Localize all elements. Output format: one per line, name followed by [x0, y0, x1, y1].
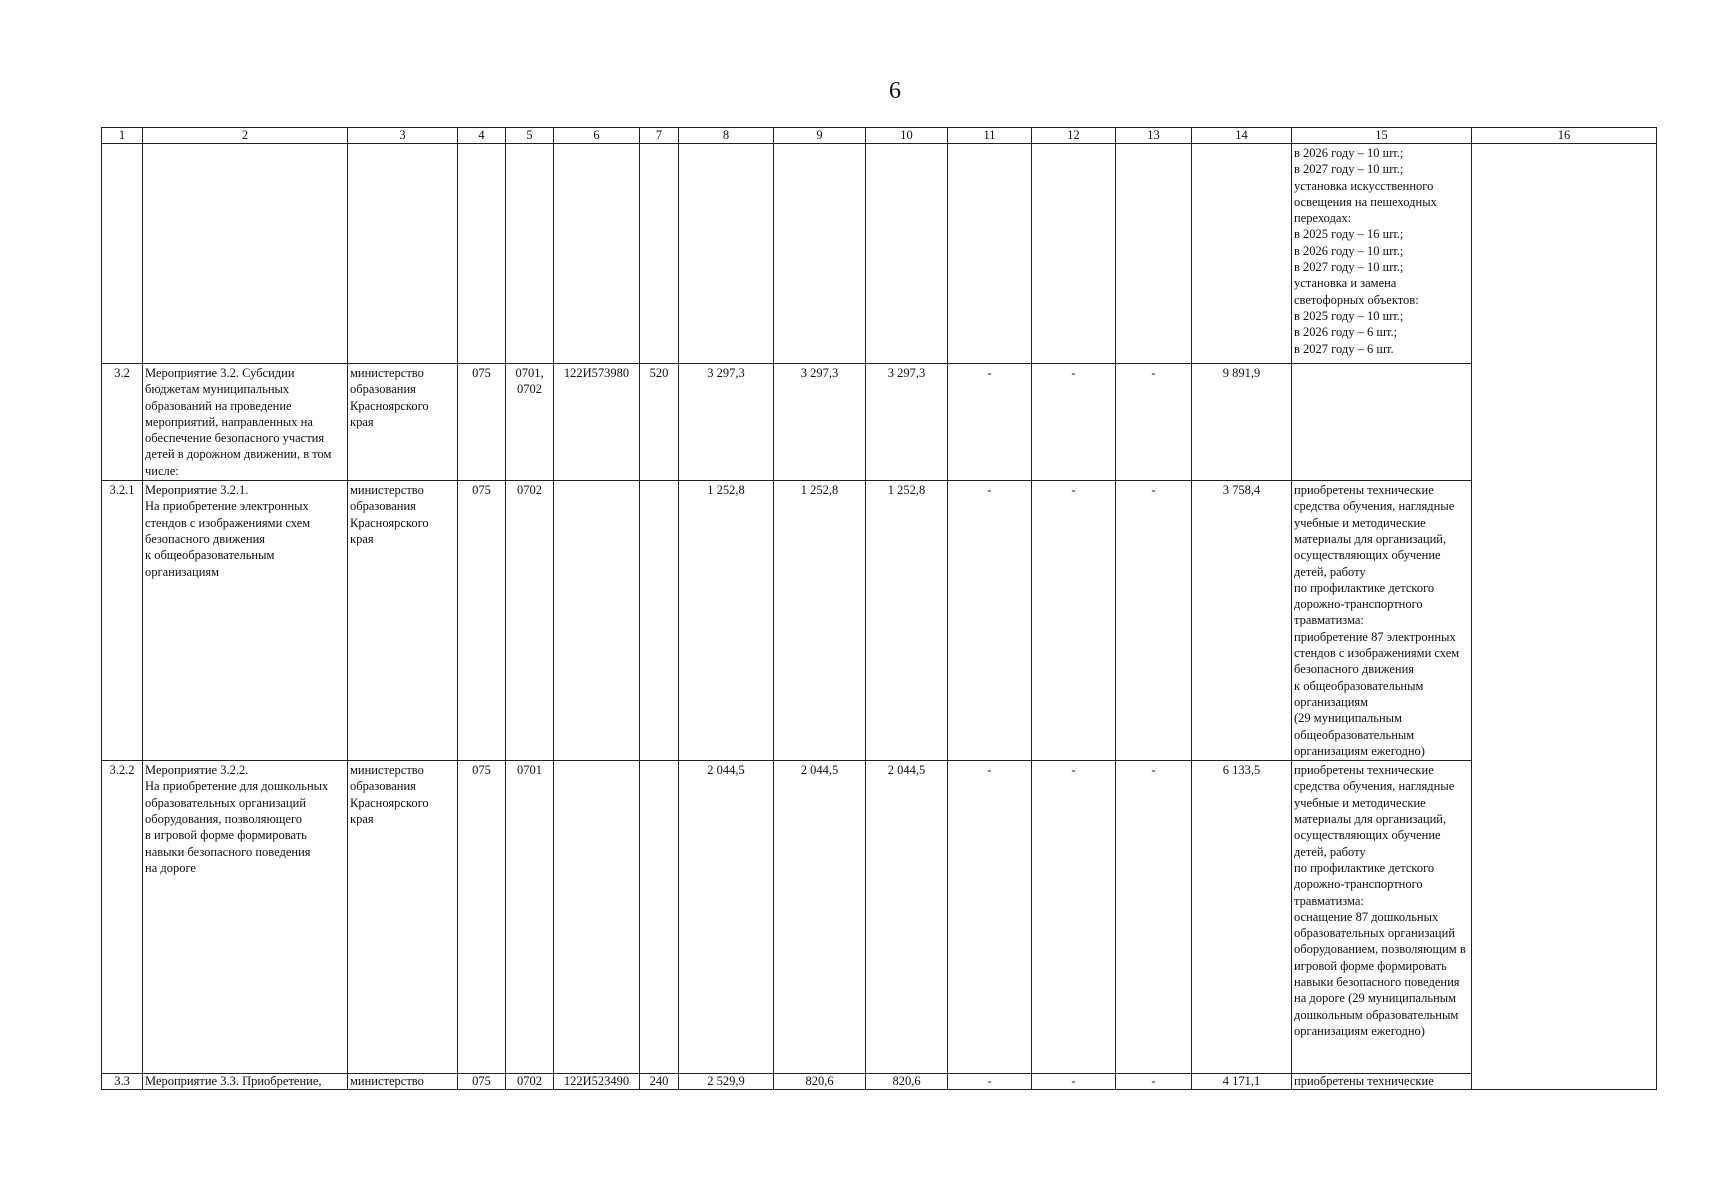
- cell-value: -: [948, 481, 1032, 761]
- cell-value: -: [1116, 364, 1192, 481]
- column-header: 3: [348, 128, 458, 144]
- cell-responsible: [348, 144, 458, 364]
- column-header: 9: [774, 128, 866, 144]
- cell-value: -: [1032, 364, 1116, 481]
- cell-grbs: 075: [458, 761, 506, 1074]
- column-header: 11: [948, 128, 1032, 144]
- column-header: 16: [1472, 128, 1657, 144]
- cell-section: 0702: [506, 481, 554, 761]
- cell-value: -: [948, 761, 1032, 1074]
- cell-value: [774, 144, 866, 364]
- cell-section: 0701, 0702: [506, 364, 554, 481]
- cell-value: 3 297,3: [866, 364, 948, 481]
- cell-value: [1032, 144, 1116, 364]
- cell-target-article: 122И523490: [554, 1074, 640, 1090]
- cell-value: -: [948, 1074, 1032, 1090]
- cell-number: 3.2.1: [102, 481, 143, 761]
- cell-value: -: [1032, 761, 1116, 1074]
- column-header: 4: [458, 128, 506, 144]
- cell-value: -: [1116, 481, 1192, 761]
- cell-value: 2 044,5: [774, 761, 866, 1074]
- cell-value: 1 252,8: [866, 481, 948, 761]
- cell-target-article: 122И573980: [554, 364, 640, 481]
- column-header: 2: [143, 128, 348, 144]
- column-header: 5: [506, 128, 554, 144]
- cell-total: 3 758,4: [1192, 481, 1292, 761]
- cell-target-article: [554, 481, 640, 761]
- cell-value: 2 044,5: [679, 761, 774, 1074]
- cell-grbs: 075: [458, 1074, 506, 1090]
- cell-value: 1 252,8: [679, 481, 774, 761]
- cell-value: [679, 144, 774, 364]
- cell-value: [948, 144, 1032, 364]
- table-row-continuation: [102, 144, 1657, 364]
- program-table: [101, 127, 1657, 1090]
- column-header: 10: [866, 128, 948, 144]
- cell-value: -: [948, 364, 1032, 481]
- cell-name: Мероприятие 3.2.1. На приобретение электронных стендов с изображениями схем безопасного движения к общеобразовательным организациям: [143, 481, 348, 761]
- cell-value: [866, 144, 948, 364]
- column-header: 14: [1192, 128, 1292, 144]
- cell-value: 3 297,3: [679, 364, 774, 481]
- cell-value: [1116, 144, 1192, 364]
- cell-name: [143, 144, 348, 364]
- cell-name: Мероприятие 3.2.2. На приобретение для дошкольных образовательных организаций оборудования, позволяющего в игровой форме формировать навыки безопасного поведения на дороге: [143, 761, 348, 1074]
- cell-value: 820,6: [866, 1074, 948, 1090]
- table-row: [102, 761, 1657, 1074]
- cell-total: 6 133,5: [1192, 761, 1292, 1074]
- cell-target-article: [554, 144, 640, 364]
- cell-section: 0702: [506, 1074, 554, 1090]
- table-row: [102, 364, 1657, 481]
- cell-total: 9 891,9: [1192, 364, 1292, 481]
- cell-total: 4 171,1: [1192, 1074, 1292, 1090]
- cell-result: приобретены технические средства обучения, наглядные учебные и методические материалы для организаций, осуществляющих обучение детей, работу по профилактике детского дорожно-транспортного травматизма: оснащение 87 дошкольных образовательных организаций оборудованием, позволяющим в игровой форме формировать навыки безопасного поведения на дороге (29 муниципальным дошкольным образовательным организациям ежегодно): [1292, 761, 1472, 1074]
- column-header: 7: [640, 128, 679, 144]
- page-number: 6: [889, 78, 901, 104]
- cell-result: [1292, 364, 1472, 481]
- cell-result: приобретены технические: [1292, 1074, 1472, 1090]
- cell-number: 3.3: [102, 1074, 143, 1090]
- cell-section: [506, 144, 554, 364]
- cell-value: -: [1116, 761, 1192, 1074]
- column-header: 8: [679, 128, 774, 144]
- cell-expense-type: [640, 761, 679, 1074]
- cell-grbs: [458, 144, 506, 364]
- cell-value: 2 529,9: [679, 1074, 774, 1090]
- cell-value: 2 044,5: [866, 761, 948, 1074]
- cell-responsible: министерство образования Красноярского края: [348, 761, 458, 1074]
- cell-number: [102, 144, 143, 364]
- cell-responsible: министерство образования Красноярского края: [348, 481, 458, 761]
- cell-value: -: [1032, 1074, 1116, 1090]
- cell-name: Мероприятие 3.2. Субсидии бюджетам муниципальных образований на проведение мероприятий, направленных на обеспечение безопасного участия детей в дорожном движении, в том числе:: [143, 364, 348, 481]
- column-header: 13: [1116, 128, 1192, 144]
- cell-value: 1 252,8: [774, 481, 866, 761]
- column-header: 12: [1032, 128, 1116, 144]
- column-number-row: [102, 128, 1657, 144]
- cell-grbs: 075: [458, 481, 506, 761]
- column-header: 6: [554, 128, 640, 144]
- table-row: [102, 1074, 1657, 1090]
- cell-responsible: министерство: [348, 1074, 458, 1090]
- cell-total: [1192, 144, 1292, 364]
- table-row: [102, 481, 1657, 761]
- cell-expense-type: 240: [640, 1074, 679, 1090]
- cell-expense-type: 520: [640, 364, 679, 481]
- cell-name: Мероприятие 3.3. Приобретение,: [143, 1074, 348, 1090]
- cell-result: приобретены технические средства обучения, наглядные учебные и методические материалы для организаций, осуществляющих обучение детей, работу по профилактике детского дорожно-транспортного травматизма: приобретение 87 электронных стендов с изображениями схем безопасного движения к общеобразовательным организациям (29 муниципальным общеобразовательным организациям ежегодно): [1292, 481, 1472, 761]
- cell-number: 3.2.2: [102, 761, 143, 1074]
- cell-number: 3.2: [102, 364, 143, 481]
- cell-value: 820,6: [774, 1074, 866, 1090]
- cell-value: -: [1116, 1074, 1192, 1090]
- cell-target-article: [554, 761, 640, 1074]
- cell-value: 3 297,3: [774, 364, 866, 481]
- cell-result: в 2026 году – 10 шт.; в 2027 году – 10 шт.; установка искусственного освещения на пешеходных переходах: в 2025 году – 16 шт.; в 2026 году – 10 шт.; в 2027 году – 10 шт.; установка и замена светофорных объектов: в 2025 году – 10 шт.; в 2026 году – 6 шт.; в 2027 году – 6 шт.: [1292, 144, 1472, 364]
- cell-column-16: [1472, 144, 1657, 1090]
- column-header: 15: [1292, 128, 1472, 144]
- cell-expense-type: [640, 144, 679, 364]
- cell-value: -: [1032, 481, 1116, 761]
- cell-responsible: министерство образования Красноярского края: [348, 364, 458, 481]
- cell-grbs: 075: [458, 364, 506, 481]
- column-header: 1: [102, 128, 143, 144]
- cell-expense-type: [640, 481, 679, 761]
- cell-section: 0701: [506, 761, 554, 1074]
